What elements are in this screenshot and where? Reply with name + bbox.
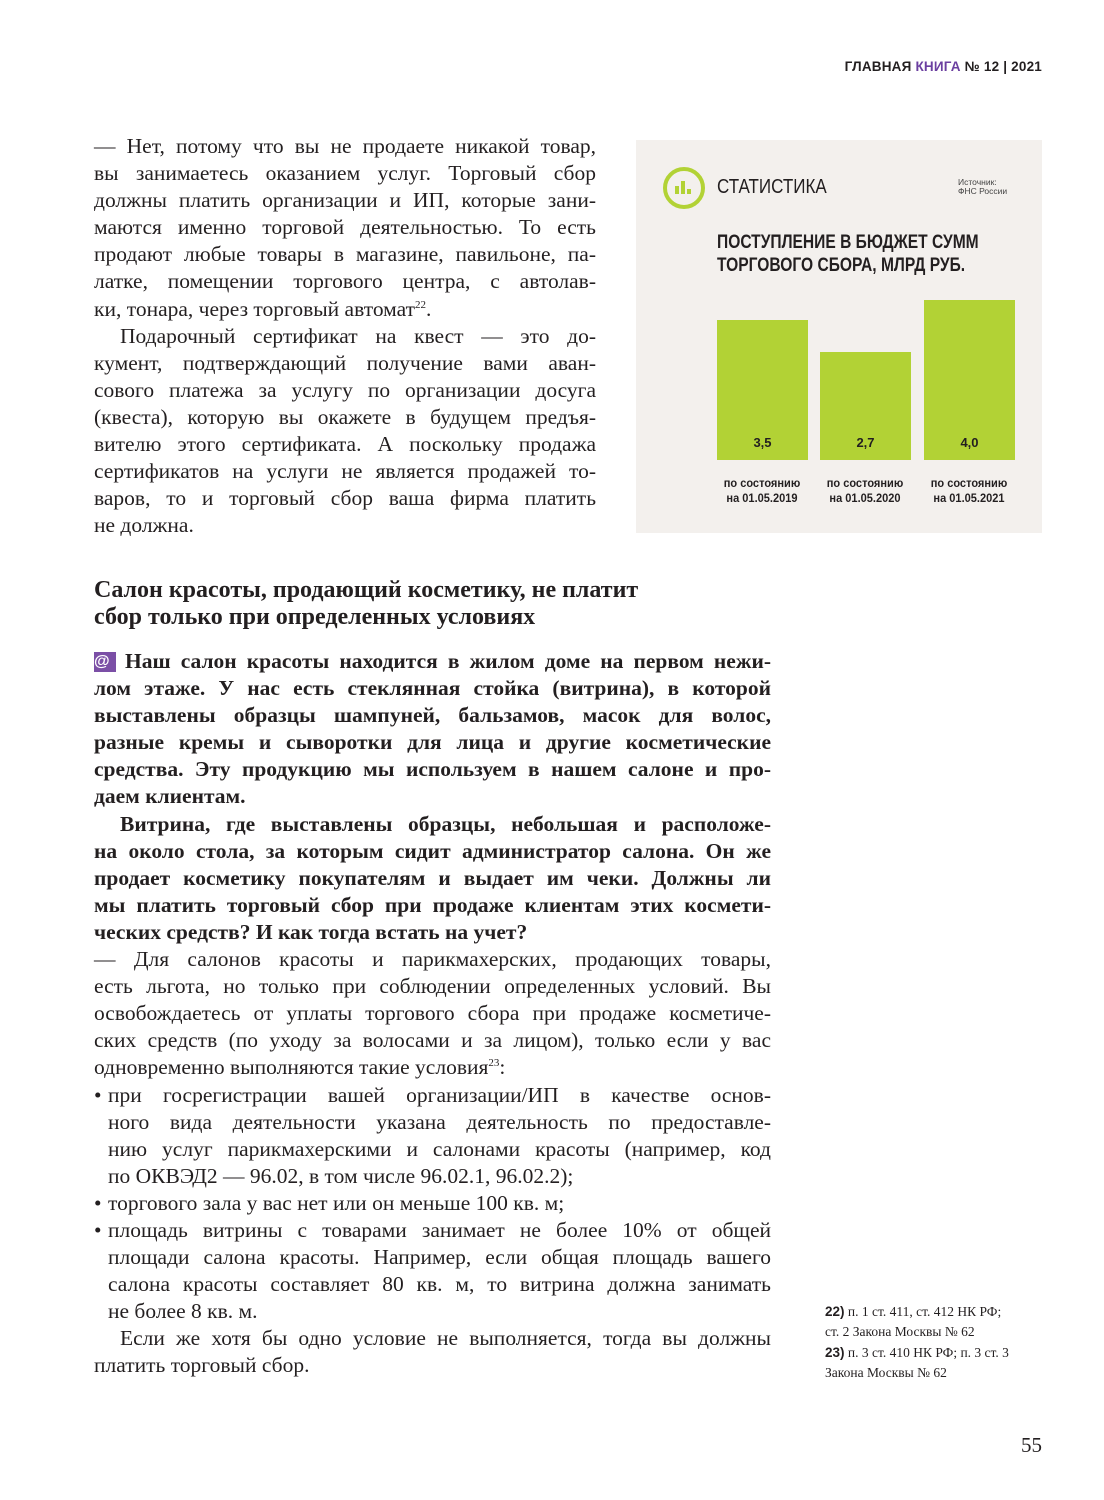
bar-value-label: 2,7	[856, 435, 875, 450]
category-label-line: на 01.05.2020	[829, 491, 901, 505]
line-text: сертификатов на услуги не является продажей то-	[94, 459, 596, 484]
text-line	[94, 377, 596, 404]
text-line	[94, 783, 771, 810]
category-label	[819, 476, 911, 506]
bullet-dot: •	[94, 1190, 102, 1215]
line-text: средства. Эту продукцию мы используем в нашем салоне и про-	[94, 757, 771, 782]
text-line	[94, 919, 771, 946]
footnote-text: п. 1 ст. 411, ст. 412 НК РФ;	[847, 1304, 1002, 1319]
footnotes	[825, 1302, 1009, 1382]
line-text: лом этаже. У нас есть стеклянная стойка (витрина), в которой	[94, 676, 771, 701]
line-text: платить торговый сбор.	[94, 1353, 310, 1378]
text-line	[94, 160, 596, 187]
line-text: кумент, подтверждающий получение вами аван-	[94, 350, 596, 375]
source-value: ФНС России	[958, 186, 1008, 196]
text-line	[94, 458, 596, 485]
line-text: площади салона красоты. Например, если общая площадь вашего	[108, 1245, 771, 1270]
footnote-22	[825, 1302, 1009, 1341]
line-text: ческих средств? И как тогда встать на учет?	[94, 919, 528, 944]
line-text: не должна.	[94, 513, 194, 538]
footnote-text: п. 3 ст. 410 НК РФ; п. 3 ст. 3	[847, 1345, 1009, 1360]
category-label	[716, 476, 808, 506]
footnote-text: ст. 2 Закона Москвы № 62	[825, 1323, 975, 1339]
line-text: торгового зала у вас нет или он меньше 100 кв. м;	[108, 1190, 565, 1215]
answer-block	[94, 946, 771, 1380]
question-block	[94, 648, 771, 946]
line-text: одновременно выполняются такие условия	[94, 1055, 489, 1080]
line-text: продает косметику покупателям и выдает им чеки. Должны ли	[94, 865, 771, 890]
footnote-text: Закона Москвы № 62	[825, 1364, 947, 1380]
text-line	[94, 865, 771, 892]
text-line	[94, 296, 596, 323]
category-label-line: на 01.05.2021	[933, 491, 1005, 505]
line-text: даем клиентам.	[94, 784, 246, 809]
chart-title-line: ПОСТУПЛЕНИЕ В БЮДЖЕТ СУММ	[717, 232, 979, 253]
text-line	[108, 1190, 771, 1217]
bar-value-label: 3,5	[753, 435, 772, 450]
text-line	[94, 756, 771, 783]
line-text: варов, то и торговый сбор ваша фирма платить	[94, 486, 596, 511]
bullet-item	[94, 1082, 771, 1190]
line-text: ских средств (по уходу за волосами и за лицом), только если у вас	[94, 1028, 771, 1053]
line-text: :	[499, 1055, 506, 1080]
line-text: — Для салонов красоты и парикмахерских, продающих товары,	[94, 947, 771, 972]
text-line	[94, 838, 771, 865]
line-text: площадь витрины с товарами занимает не более 10% от общей	[108, 1217, 771, 1242]
text-line	[94, 946, 771, 973]
running-header	[845, 59, 1042, 74]
line-text: ки, тонара, через торговый автомат	[94, 296, 416, 321]
line-text: нию услуг парикмахерскими и салонами красоты (например, код	[108, 1136, 771, 1161]
paragraph	[94, 811, 771, 946]
category-label-line: на 01.05.2019	[726, 491, 798, 505]
line-text: разные кремы и сыворотки для лица и другие косметические	[94, 730, 771, 755]
text-line	[94, 323, 596, 350]
issue-number: № 12 | 2021	[964, 59, 1042, 74]
page-number: 55	[1021, 1433, 1042, 1457]
line-text: Если же хотя бы одно условие не выполняется, тогда вы должны	[120, 1326, 771, 1351]
chart-title	[717, 231, 979, 277]
statistics-label: СТАТИСТИКА	[717, 176, 827, 198]
text-line	[94, 133, 596, 160]
footnote-23	[825, 1343, 1009, 1382]
text-line	[94, 350, 596, 377]
line-text: продают любые товары в магазине, павильоне, па-	[94, 242, 596, 267]
line-text: .	[426, 296, 432, 321]
line-text: освобождаетесь от уплаты торгового сбора при продаже косметиче-	[94, 1001, 771, 1026]
text-line	[94, 675, 771, 702]
bullet-dot: •	[94, 1082, 102, 1107]
source-note	[958, 178, 1007, 196]
paragraph	[94, 946, 771, 1081]
footnote-number: 22)	[825, 1304, 845, 1319]
source-label: Источник:	[958, 177, 997, 187]
text-line	[108, 1217, 771, 1244]
footnote-ref: 22	[415, 298, 427, 311]
text-line	[94, 892, 771, 919]
text-line	[94, 973, 771, 1000]
heading-line: Салон красоты, продающий косметику, не платит	[94, 577, 639, 603]
text-line	[108, 1244, 771, 1271]
line-text: (квеста), которую вы окажете в будущем предъя-	[94, 404, 596, 429]
bullet-dot: •	[94, 1217, 102, 1242]
text-line	[94, 729, 771, 756]
text-line	[108, 1109, 771, 1136]
section-heading	[94, 577, 771, 631]
line-text: по ОКВЭД2 — 96.02, в том числе 96.02.1, 96.02.2);	[108, 1163, 574, 1188]
brand-first: ГЛАВНАЯ	[844, 59, 912, 74]
line-text: вы занимаетесь оказанием услуг. Торговый сбор	[94, 161, 596, 186]
text-line	[94, 702, 771, 729]
line-text: должны платить организации и ИП, которые зани-	[94, 188, 596, 213]
text-line	[94, 268, 596, 295]
paragraph	[94, 648, 771, 811]
line-text: ного вида деятельности указана деятельность по предоставле-	[108, 1109, 771, 1134]
text-line	[94, 431, 596, 458]
category-label-line: по состоянию	[930, 476, 1008, 490]
text-line	[94, 1054, 771, 1081]
paragraph	[94, 1325, 771, 1379]
line-text: Наш салон красоты находится в жилом доме на первом нежи-	[125, 649, 771, 673]
category-label-line: по состоянию	[723, 476, 801, 490]
bullet-item	[94, 1190, 771, 1217]
line-text: на около стола, за которым сидит администратор салона. Он же	[94, 838, 771, 863]
text-line	[94, 404, 596, 431]
paragraph	[94, 323, 596, 540]
line-text: вителю этого сертификата. А поскольку продажа	[94, 432, 596, 457]
line-text: Витрина, где выставлены образцы, небольшая и расположе-	[120, 811, 771, 836]
question-icon: @	[94, 652, 116, 672]
bar-value-label: 4,0	[960, 435, 979, 450]
text-line	[94, 241, 596, 268]
paragraph	[94, 133, 596, 323]
chart-title-line: ТОРГОВОГО СБОРА, МЛРД РУБ.	[717, 255, 966, 276]
text-line	[94, 1325, 771, 1352]
text-line	[94, 1000, 771, 1027]
text-line	[108, 1163, 771, 1190]
line-text: маются именно торговой деятельностью. То есть	[94, 215, 596, 240]
text-line	[94, 1352, 771, 1379]
text-line	[108, 1271, 771, 1298]
text-line	[94, 512, 596, 539]
text-line	[94, 214, 596, 241]
line-text: — Нет, потому что вы не продаете никакой товар,	[94, 134, 596, 158]
category-label	[923, 476, 1015, 506]
category-label-line: по состоянию	[826, 476, 904, 490]
heading-line: сбор только при определенных условиях	[94, 604, 536, 630]
brand-second: КНИГА	[915, 59, 961, 74]
line-text: латке, помещении торгового центра, с автолав-	[94, 269, 596, 294]
main-column-text	[94, 648, 771, 1380]
left-column-text	[94, 133, 596, 539]
line-text: есть льгота, но только при соблюдении определенных условий. Вы	[94, 974, 771, 999]
text-line	[94, 1027, 771, 1054]
bullet-item	[94, 1217, 771, 1325]
line-text: при госрегистрации вашей организации/ИП в качестве основ-	[108, 1082, 771, 1107]
text-line	[94, 187, 596, 214]
footnote-ref: 23	[488, 1057, 500, 1070]
bar-chart-icon	[663, 167, 705, 209]
text-line	[108, 1082, 771, 1109]
footnote-number: 23)	[825, 1345, 845, 1360]
line-text: выставлены образцы шампуней, бальзамов, масок для волос,	[94, 703, 771, 728]
statistics-panel	[636, 140, 1042, 533]
text-line	[108, 1298, 771, 1325]
text-line	[94, 811, 771, 838]
line-text: сового платежа за услугу по организации досуга	[94, 377, 596, 402]
line-text: Подарочный сертификат на квест — это до-	[120, 323, 596, 348]
text-line	[94, 648, 771, 675]
text-line	[108, 1136, 771, 1163]
line-text: мы платить торговый сбор при продаже клиентам этих космети-	[94, 892, 771, 917]
line-text: не более 8 кв. м.	[108, 1299, 258, 1324]
line-text: салона красоты составляет 80 кв. м, то витрина должна занимать	[108, 1272, 771, 1297]
text-line	[94, 485, 596, 512]
